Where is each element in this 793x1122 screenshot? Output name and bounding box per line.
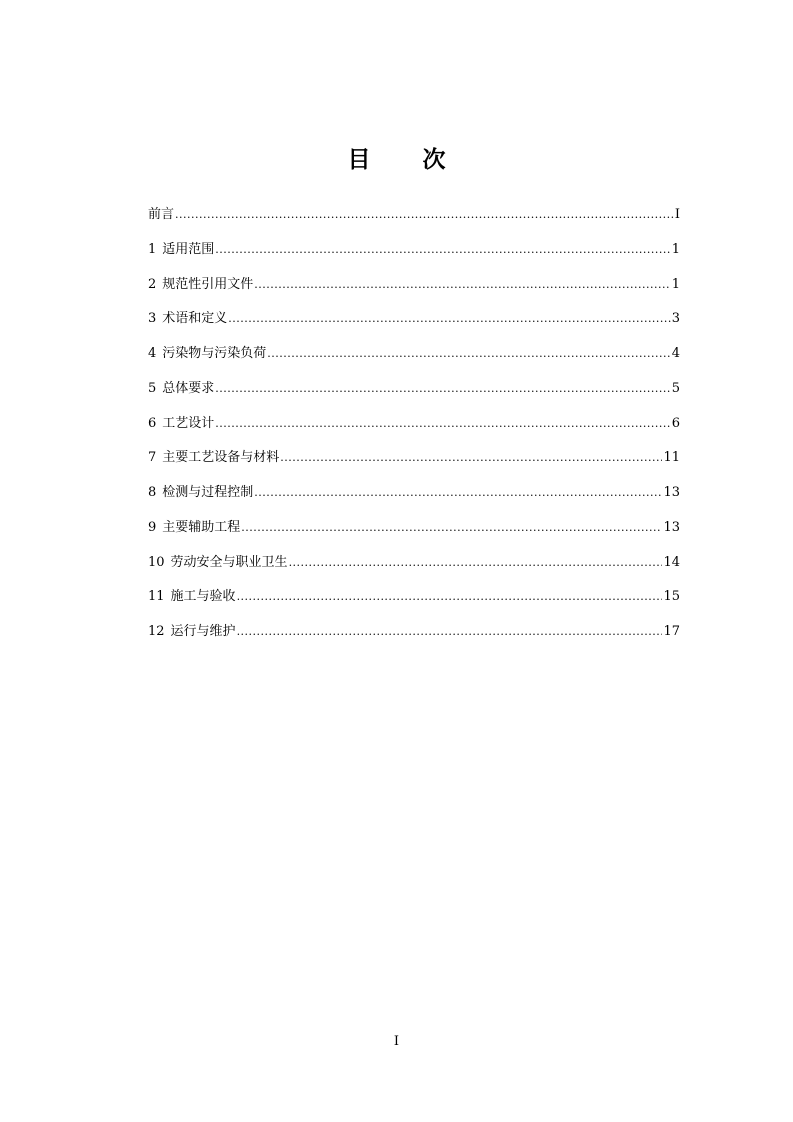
toc-entry-page: 15 (663, 589, 680, 605)
toc-entry-label: 适用范围 (162, 241, 215, 257)
toc-entry-number: 1 (148, 241, 157, 257)
toc-entry-page: 6 (671, 415, 680, 431)
toc-entry-9[interactable] (148, 517, 680, 552)
toc-entry-page: 13 (663, 485, 680, 500)
toc-dot-leader (289, 552, 663, 574)
toc-dot-leader (237, 621, 663, 643)
toc-dot-leader (280, 447, 662, 469)
footer-page-number: I (393, 1034, 400, 1049)
toc-dot-leader (215, 413, 670, 435)
toc-dot-leader (254, 274, 670, 296)
toc-entry-label: 术语和定义 (162, 311, 228, 327)
toc-entry-10[interactable] (148, 552, 680, 587)
toc-entry-page: I (674, 207, 680, 222)
toc-entry-number: 7 (148, 450, 157, 466)
toc-entry-label: 总体要求 (162, 380, 215, 396)
toc-entry-label: 主要工艺设备与材料 (162, 450, 280, 466)
toc-entry-label: 劳动安全与职业卫生 (170, 554, 288, 570)
toc-entry-8[interactable] (148, 482, 680, 517)
toc-entry-2[interactable] (148, 274, 680, 309)
toc-entry-page: 1 (671, 241, 680, 257)
toc-entry-5[interactable] (148, 378, 680, 413)
toc-entry-3[interactable] (148, 308, 680, 343)
toc-entry-11[interactable] (148, 586, 680, 621)
toc-entry-page: 1 (671, 276, 680, 292)
toc-entry-1[interactable] (148, 239, 680, 274)
toc-entry-label: 规范性引用文件 (162, 276, 254, 292)
toc-entry-page: 11 (663, 450, 680, 466)
toc-dot-leader (237, 586, 663, 608)
toc-entry-page: 4 (671, 346, 680, 361)
toc-entry-page: 5 (671, 380, 680, 396)
toc-entry-number: 4 (148, 346, 157, 361)
page-title: 目 次 (347, 146, 468, 173)
toc-entry-number: 6 (148, 415, 157, 431)
toc-entry-number: 9 (148, 519, 157, 535)
toc-entry-page: 13 (663, 519, 680, 535)
toc-dot-leader (254, 482, 662, 504)
toc-entry-4[interactable] (148, 343, 680, 378)
toc-entry-12[interactable] (148, 621, 680, 656)
table-of-contents (148, 204, 680, 656)
toc-dot-leader (215, 239, 670, 261)
toc-entry-7[interactable] (148, 447, 680, 482)
toc-entry-label: 运行与维护 (170, 624, 236, 639)
toc-dot-leader (267, 343, 670, 365)
toc-entry-6[interactable] (148, 413, 680, 448)
toc-entry-label: 主要辅助工程 (162, 519, 241, 535)
toc-entry-label: 污染物与污染负荷 (162, 346, 267, 361)
toc-entry-label: 工艺设计 (162, 415, 215, 431)
toc-dot-leader (215, 378, 670, 400)
toc-entry-number: 2 (148, 276, 157, 292)
toc-entry-number: 11 (148, 589, 165, 605)
toc-dot-leader (228, 308, 670, 330)
toc-entry-page: 3 (671, 311, 680, 327)
toc-entry-label: 前言 (148, 207, 175, 222)
toc-entry-preface[interactable] (148, 204, 680, 239)
toc-entry-number: 5 (148, 380, 157, 396)
toc-entry-label: 施工与验收 (170, 589, 236, 605)
toc-dot-leader (175, 204, 674, 226)
toc-entry-page: 17 (663, 624, 680, 639)
toc-entry-number: 10 (148, 554, 165, 570)
toc-entry-number: 12 (148, 624, 165, 639)
toc-entry-label: 检测与过程控制 (162, 485, 254, 500)
toc-dot-leader (241, 517, 662, 539)
toc-entry-page: 14 (663, 554, 680, 570)
toc-entry-number: 8 (148, 485, 157, 500)
toc-entry-number: 3 (148, 311, 157, 327)
